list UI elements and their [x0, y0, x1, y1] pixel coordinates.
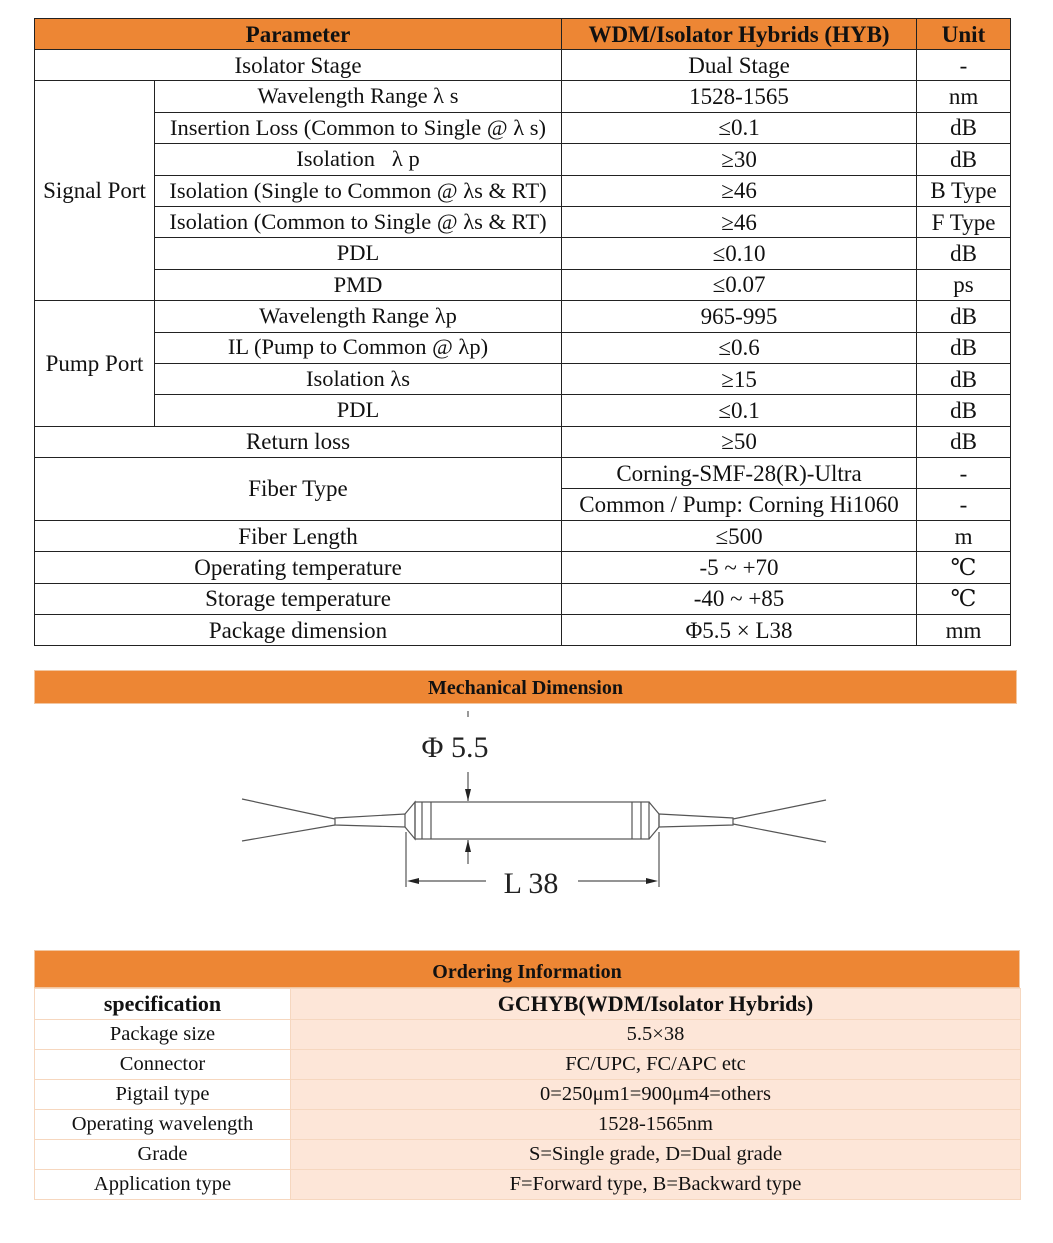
param-label: Fiber Type [35, 458, 562, 521]
ordering-label: Connector [35, 1050, 291, 1080]
ordering-section [34, 950, 1020, 1200]
param-unit: dB [917, 144, 1011, 175]
param-value: ≤500 [562, 520, 917, 551]
table-row [35, 1050, 1021, 1080]
right-fiber-lower [733, 824, 826, 842]
param-label: Return loss [35, 426, 562, 457]
param-unit: - [917, 458, 1011, 489]
param-unit: - [917, 50, 1011, 81]
param-value: -40 ~ +85 [562, 583, 917, 614]
header-unit: Unit [917, 19, 1011, 50]
table-row [35, 50, 1011, 81]
table-row [35, 1110, 1021, 1140]
table-row [35, 552, 1011, 583]
param-label: Isolation λs [155, 363, 562, 394]
table-row [35, 112, 1011, 143]
right-cone [649, 802, 659, 839]
table-row [35, 332, 1011, 363]
param-value: ≤0.6 [562, 332, 917, 363]
ordering-value: 1528-1565nm [291, 1110, 1021, 1140]
param-unit: B Type [917, 175, 1011, 206]
param-label: PMD [155, 269, 562, 300]
ordering-label: Grade [35, 1140, 291, 1170]
param-unit: dB [917, 332, 1011, 363]
length-label: L 38 [503, 867, 559, 900]
param-value: Φ5.5 × L38 [562, 615, 917, 646]
length-arrow-left [407, 878, 419, 884]
table-row [35, 144, 1011, 175]
param-value: ≥15 [562, 363, 917, 394]
table-row [35, 395, 1011, 426]
param-label: Storage temperature [35, 583, 562, 614]
table-row [35, 520, 1011, 551]
param-value: Common / Pump: Corning Hi1060 [562, 489, 917, 520]
param-label: Package dimension [35, 615, 562, 646]
param-label: Isolation (Common to Single @ λs & RT) [155, 206, 562, 237]
mechanical-drawing [0, 704, 1053, 944]
length-arrow-right [646, 878, 658, 884]
param-value: ≤0.1 [562, 112, 917, 143]
param-value: ≤0.07 [562, 269, 917, 300]
ordering-label: Package size [35, 1020, 291, 1050]
param-value: 965-995 [562, 301, 917, 332]
param-value: ≥46 [562, 175, 917, 206]
table-row [35, 615, 1011, 646]
param-unit: ℃ [917, 552, 1011, 583]
spec-table [34, 18, 1011, 646]
ordering-table [34, 988, 1021, 1200]
param-value: ≥30 [562, 144, 917, 175]
param-unit: - [917, 489, 1011, 520]
param-unit: dB [917, 395, 1011, 426]
param-unit: dB [917, 238, 1011, 269]
ordering-value: FC/UPC, FC/APC etc [291, 1050, 1021, 1080]
spec-value: GCHYB(WDM/Isolator Hybrids) [291, 989, 1021, 1020]
ordering-header-row [35, 989, 1021, 1020]
param-unit: nm [917, 81, 1011, 112]
table-row [35, 238, 1011, 269]
table-row [35, 1140, 1021, 1170]
table-row [35, 458, 1011, 489]
diameter-arrow-top [465, 789, 471, 801]
right-fiber-upper [733, 800, 826, 819]
table-row [35, 301, 1011, 332]
spec-label: specification [35, 989, 291, 1020]
param-label: Isolation (Single to Common @ λs & RT) [155, 175, 562, 206]
header-product: WDM/Isolator Hybrids (HYB) [562, 19, 917, 50]
param-value: Corning-SMF-28(R)-Ultra [562, 458, 917, 489]
table-row [35, 1020, 1021, 1050]
param-unit: mm [917, 615, 1011, 646]
param-unit: dB [917, 112, 1011, 143]
table-row [35, 1080, 1021, 1110]
param-unit: F Type [917, 206, 1011, 237]
left-boot [335, 814, 405, 827]
param-label: Wavelength Range λp [155, 301, 562, 332]
param-unit: dB [917, 426, 1011, 457]
ordering-information-title: Ordering Information [34, 950, 1020, 988]
param-label: PDL [155, 238, 562, 269]
param-value: -5 ~ +70 [562, 552, 917, 583]
table-row [35, 269, 1011, 300]
param-label: Fiber Length [35, 520, 562, 551]
param-value: 1528-1565 [562, 81, 917, 112]
param-label: Operating temperature [35, 552, 562, 583]
param-label: Wavelength Range λ s [155, 81, 562, 112]
ordering-label: Operating wavelength [35, 1110, 291, 1140]
diameter-arrow-bottom [465, 840, 471, 852]
param-value: Dual Stage [562, 50, 917, 81]
param-label: Isolator Stage [35, 50, 562, 81]
param-label: Isolation λ p [155, 144, 562, 175]
param-unit: ℃ [917, 583, 1011, 614]
table-row [35, 1170, 1021, 1200]
param-label: IL (Pump to Common @ λp) [155, 332, 562, 363]
param-value: ≥50 [562, 426, 917, 457]
table-row [35, 583, 1011, 614]
ordering-value: 5.5×38 [291, 1020, 1021, 1050]
right-boot [659, 814, 733, 827]
table-row [35, 363, 1011, 394]
ordering-value: S=Single grade, D=Dual grade [291, 1140, 1021, 1170]
table-row [35, 206, 1011, 237]
ordering-label: Application type [35, 1170, 291, 1200]
param-unit: dB [917, 301, 1011, 332]
param-label: Insertion Loss (Common to Single @ λ s) [155, 112, 562, 143]
param-value: ≤0.10 [562, 238, 917, 269]
ordering-value: 0=250μm1=900μm4=others [291, 1080, 1021, 1110]
header-parameter: Parameter [35, 19, 562, 50]
param-value: ≤0.1 [562, 395, 917, 426]
mechanical-dimension-title: Mechanical Dimension [34, 670, 1017, 704]
param-unit: ps [917, 269, 1011, 300]
group-label-pump-port: Pump Port [35, 301, 155, 427]
param-value: ≥46 [562, 206, 917, 237]
table-row [35, 426, 1011, 457]
spec-header-row [35, 19, 1011, 50]
param-unit: dB [917, 363, 1011, 394]
isolator-body [415, 802, 649, 839]
left-fiber-upper [242, 799, 335, 819]
ordering-label: Pigtail type [35, 1080, 291, 1110]
param-label: PDL [155, 395, 562, 426]
ordering-value: F=Forward type, B=Backward type [291, 1170, 1021, 1200]
left-fiber-lower [242, 825, 335, 841]
param-unit: m [917, 520, 1011, 551]
diameter-label: Φ 5.5 [421, 731, 489, 764]
table-row [35, 81, 1011, 112]
group-label-signal-port: Signal Port [35, 81, 155, 301]
table-row [35, 175, 1011, 206]
